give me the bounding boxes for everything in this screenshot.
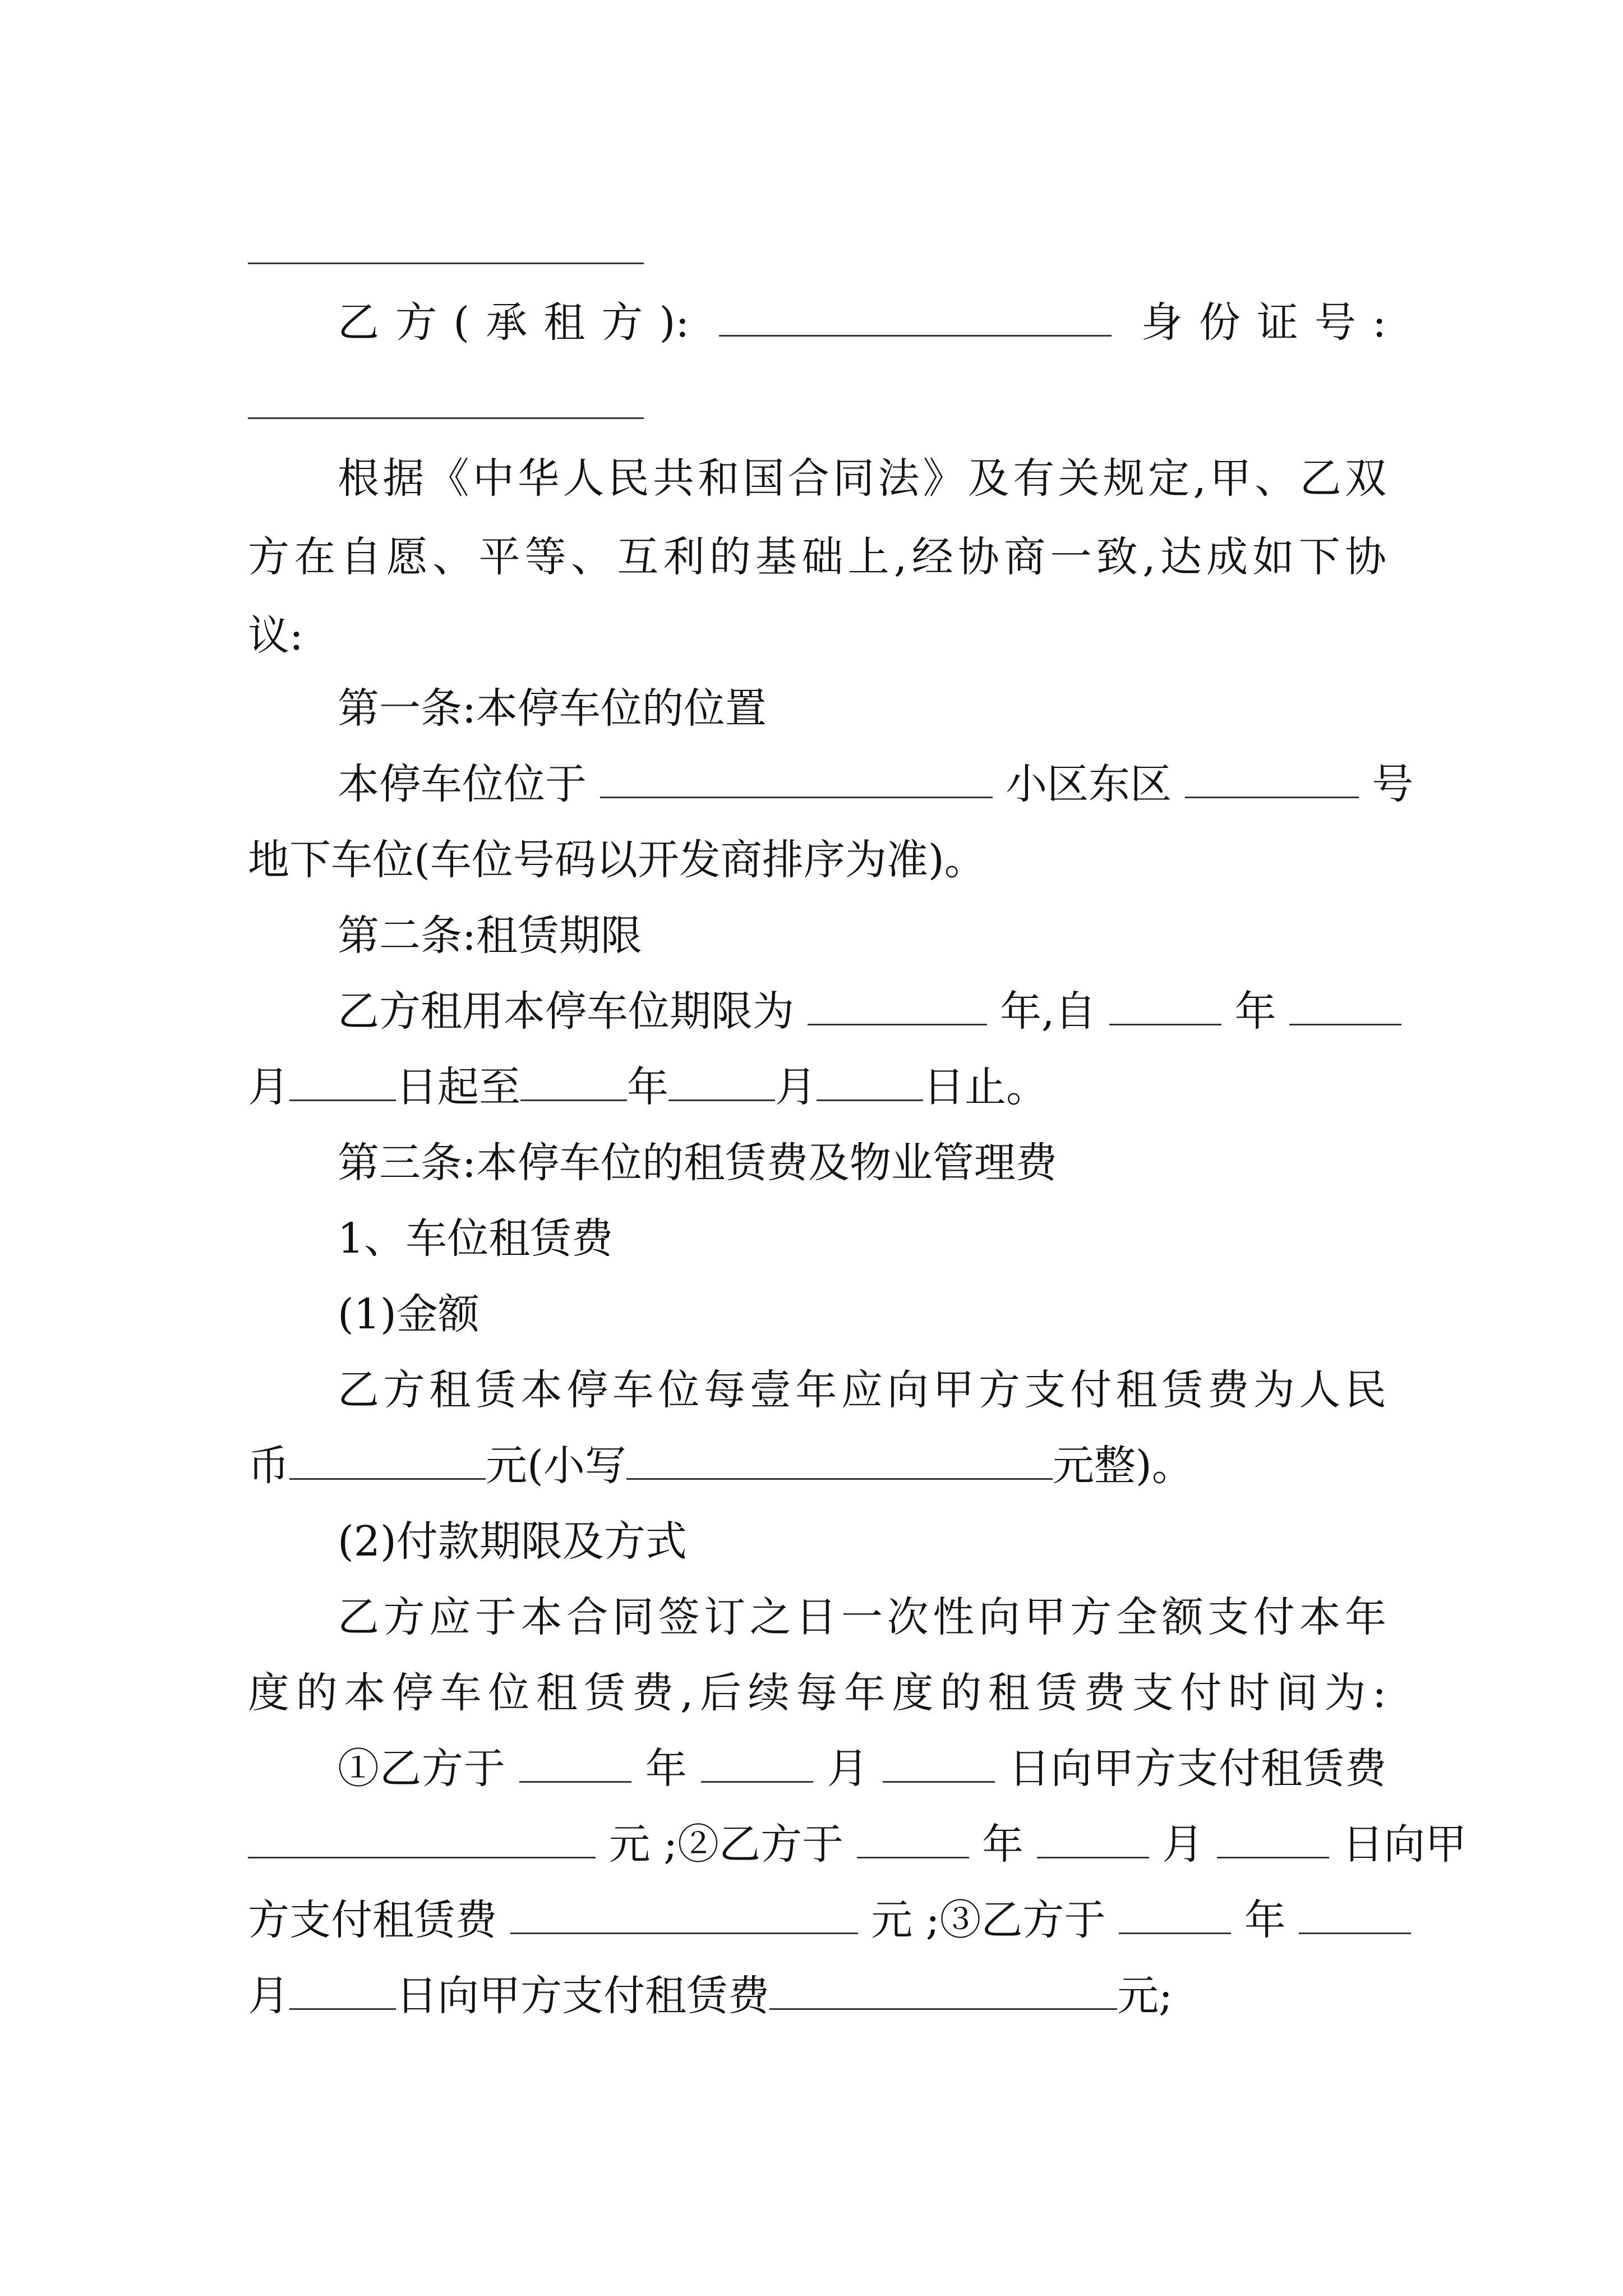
term-text: 日止。 <box>923 1063 1048 1111</box>
installment-line <box>248 1816 1467 1872</box>
installment-text: 年 <box>982 1820 1024 1869</box>
term-years-blank <box>808 984 987 1025</box>
term-text: 月 <box>248 1063 289 1111</box>
article1-line: 地下车位(车位号码以开发商排序为准)。 <box>248 836 986 884</box>
installment-text: 月 <box>827 1745 869 1793</box>
installment-line <box>248 1968 1386 2024</box>
amount-uppercase-blank <box>289 1439 486 1480</box>
party-b-line <box>248 295 1386 351</box>
location-text: 本停车位位于 <box>338 760 587 808</box>
article-title: 第二条:租赁期限 <box>338 912 642 960</box>
installment-amount-blank <box>769 1969 1117 2010</box>
term-text: 月 <box>775 1063 817 1111</box>
lease-term-line <box>248 1059 1386 1115</box>
installment-year-blank <box>857 1818 969 1858</box>
installment-text: ; <box>1159 1972 1173 2020</box>
amount-line: 乙方租赁本停车位每壹年应向甲方支付租赁费为人民 <box>338 1366 1386 1414</box>
intro-line: 方在自愿、平等、互利的基础上,经协商一致,达成如下协 <box>248 533 1386 581</box>
party-b-name-blank <box>719 296 1112 337</box>
installment-text: 元 <box>871 1896 913 1944</box>
start-year-blank <box>1109 984 1221 1025</box>
installment-line <box>248 1741 1386 1797</box>
payment-line: 乙方应于本合同签订之日一次性向甲方全额支付本年 <box>338 1593 1386 1641</box>
section-heading: 1、车位租赁费 <box>338 1214 614 1263</box>
amount-text: 元(小写 <box>486 1442 626 1490</box>
installment-day-blank <box>883 1742 995 1783</box>
installment-text: ;②乙方于 <box>663 1820 843 1869</box>
location-text: 小区东区 <box>1006 760 1172 808</box>
blank-line <box>248 263 644 264</box>
installment-amount-blank <box>510 1893 858 1934</box>
installment-text: 元 <box>608 1820 651 1869</box>
installment-day-blank <box>289 1969 396 2010</box>
article-title: 第三条:本停车位的租赁费及物业管理费 <box>338 1139 1057 1187</box>
installment-line <box>248 1892 1386 1948</box>
installment-text: 年 <box>645 1745 688 1793</box>
intro-line: 根据《中华人民共和国合同法》及有关规定,甲、乙双 <box>338 454 1386 503</box>
installment-text: 日向甲方支付租赁费 <box>1008 1745 1387 1793</box>
end-day-blank <box>817 1060 923 1101</box>
installment-text: ;③乙方于 <box>925 1896 1106 1944</box>
installment-year-blank <box>519 1742 631 1783</box>
installment-text: 年 <box>1244 1896 1286 1944</box>
article-title: 第一条:本停车位的位置 <box>338 684 767 733</box>
section-heading: (2)付款期限及方式 <box>338 1517 687 1566</box>
term-text: 日起至 <box>396 1063 520 1111</box>
id-number-label: 身份证号: <box>1141 298 1386 347</box>
intro-line: 议: <box>248 611 303 660</box>
installment-text: 元 <box>1117 1972 1159 2020</box>
id-number-blank <box>248 417 644 419</box>
payment-line: 度的本停车位租赁费,后续每年度的租赁费支付时间为: <box>248 1669 1386 1717</box>
term-text: 年,自 <box>1000 987 1096 1036</box>
spot-number-blank <box>1185 757 1359 798</box>
installment-amount-blank <box>248 1818 596 1858</box>
installment-month-blank <box>1299 1893 1411 1934</box>
installment-text: 月 <box>1162 1820 1204 1869</box>
end-year-blank <box>520 1060 627 1101</box>
amount-text: 元整)。 <box>1052 1442 1193 1490</box>
installment-month-blank <box>1037 1818 1149 1858</box>
installment-month-blank <box>701 1742 813 1783</box>
amount-line <box>248 1438 1386 1494</box>
location-text: 号 <box>1372 760 1414 808</box>
start-day-blank <box>289 1060 396 1101</box>
installment-text: 月 <box>248 1972 289 2020</box>
installment-year-blank <box>1119 1893 1231 1934</box>
party-b-label: 乙方(承租方): <box>338 298 690 347</box>
amount-lowercase-blank <box>626 1439 1053 1480</box>
start-month-blank <box>1289 984 1401 1025</box>
installment-text: 日向甲方支付租赁费 <box>396 1972 769 2020</box>
lease-term-line <box>248 983 1386 1039</box>
installment-text: 方支付租赁费 <box>248 1896 497 1944</box>
amount-text: 币 <box>248 1442 289 1490</box>
term-text: 乙方租用本停车位期限为 <box>338 987 794 1036</box>
term-text: 年 <box>627 1063 668 1111</box>
article1-location-line <box>248 756 1414 812</box>
installment-day-blank <box>1217 1818 1329 1858</box>
section-heading: (1)金额 <box>338 1290 479 1338</box>
installment-text: ①乙方于 <box>338 1745 506 1793</box>
term-text: 年 <box>1234 987 1276 1036</box>
installment-text: 日向甲 <box>1342 1820 1467 1869</box>
end-month-blank <box>668 1060 775 1101</box>
community-blank <box>600 757 993 798</box>
